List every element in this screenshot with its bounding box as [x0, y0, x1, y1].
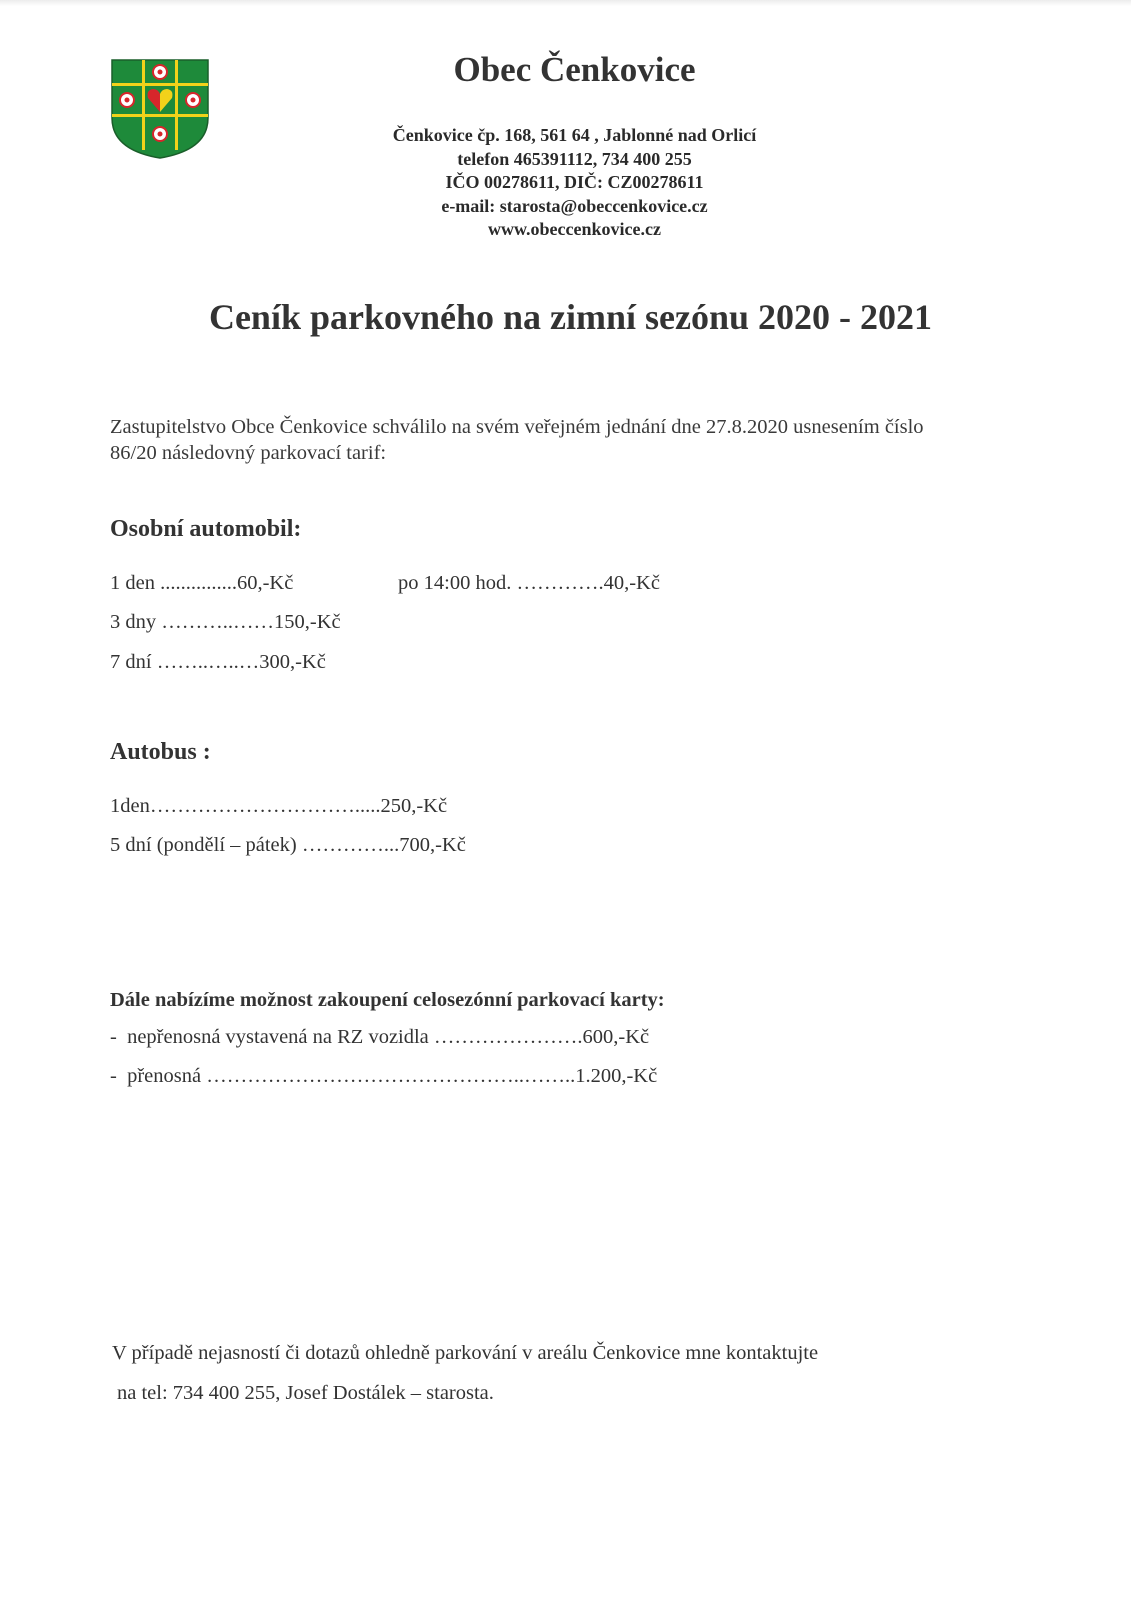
intro-line: 86/20 následovný parkovací tarif:	[110, 442, 387, 464]
bus-price-row: 1den………………………….....250,-Kč	[110, 795, 448, 817]
address-line: Čenkovice čp. 168, 561 64 , Jablonné nad Orlicí	[392, 125, 757, 145]
price-list-heading: Ceník parkovného na zimní sezónu 2020 - 2021	[208, 297, 933, 337]
website-line: www.obeccenkovice.cz	[488, 219, 661, 239]
bus-section-title: Autobus :	[110, 739, 211, 765]
intro-paragraph	[110, 414, 1020, 466]
car-price-row: 1 den ...............60,-Kč	[110, 572, 294, 594]
season-card-title: Dále nabízíme možnost zakoupení celosezónní parkovací karty:	[110, 989, 665, 1011]
car-afternoon-price: po 14:00 hod. ………….40,-Kč	[398, 572, 660, 594]
car-price-row: 7 dní ……..…..…300,-Kč	[110, 651, 326, 673]
phone-line: telefon 465391112, 734 400 255	[457, 148, 692, 169]
car-section-title: Osobní automobil:	[110, 516, 302, 542]
address-block	[0, 124, 1131, 242]
email-line: e-mail: starosta@obeccenkovice.cz	[441, 195, 708, 216]
intro-line: Zastupitelstvo Obce Čenkovice schválilo na svém veřejném jednání dne 27.8.2020 usnesením číslo	[110, 416, 924, 438]
season-card-row: - nepřenosná vystavená na RZ vozidla ………………….600,-Kč	[110, 1026, 650, 1048]
ico-line: IČO 00278611, DIČ: CZ00278611	[445, 172, 704, 192]
contact-note	[112, 1333, 1012, 1413]
scan-edge	[0, 0, 1131, 6]
contact-line: na tel: 734 400 255, Josef Dostálek – starosta.	[117, 1382, 494, 1404]
season-card-row: - přenosná ………………………………………..……..1.200,-Kč	[110, 1065, 658, 1087]
contact-line: V případě nejasností či dotazů ohledně parkování v areálu Čenkovice mne kontaktujte	[112, 1342, 819, 1364]
bus-price-row: 5 dní (pondělí – pátek) …………...700,-Kč	[110, 834, 466, 856]
municipality-title: Obec Čenkovice	[453, 50, 696, 89]
car-price-row: 3 dny ………..……150,-Kč	[110, 611, 341, 633]
